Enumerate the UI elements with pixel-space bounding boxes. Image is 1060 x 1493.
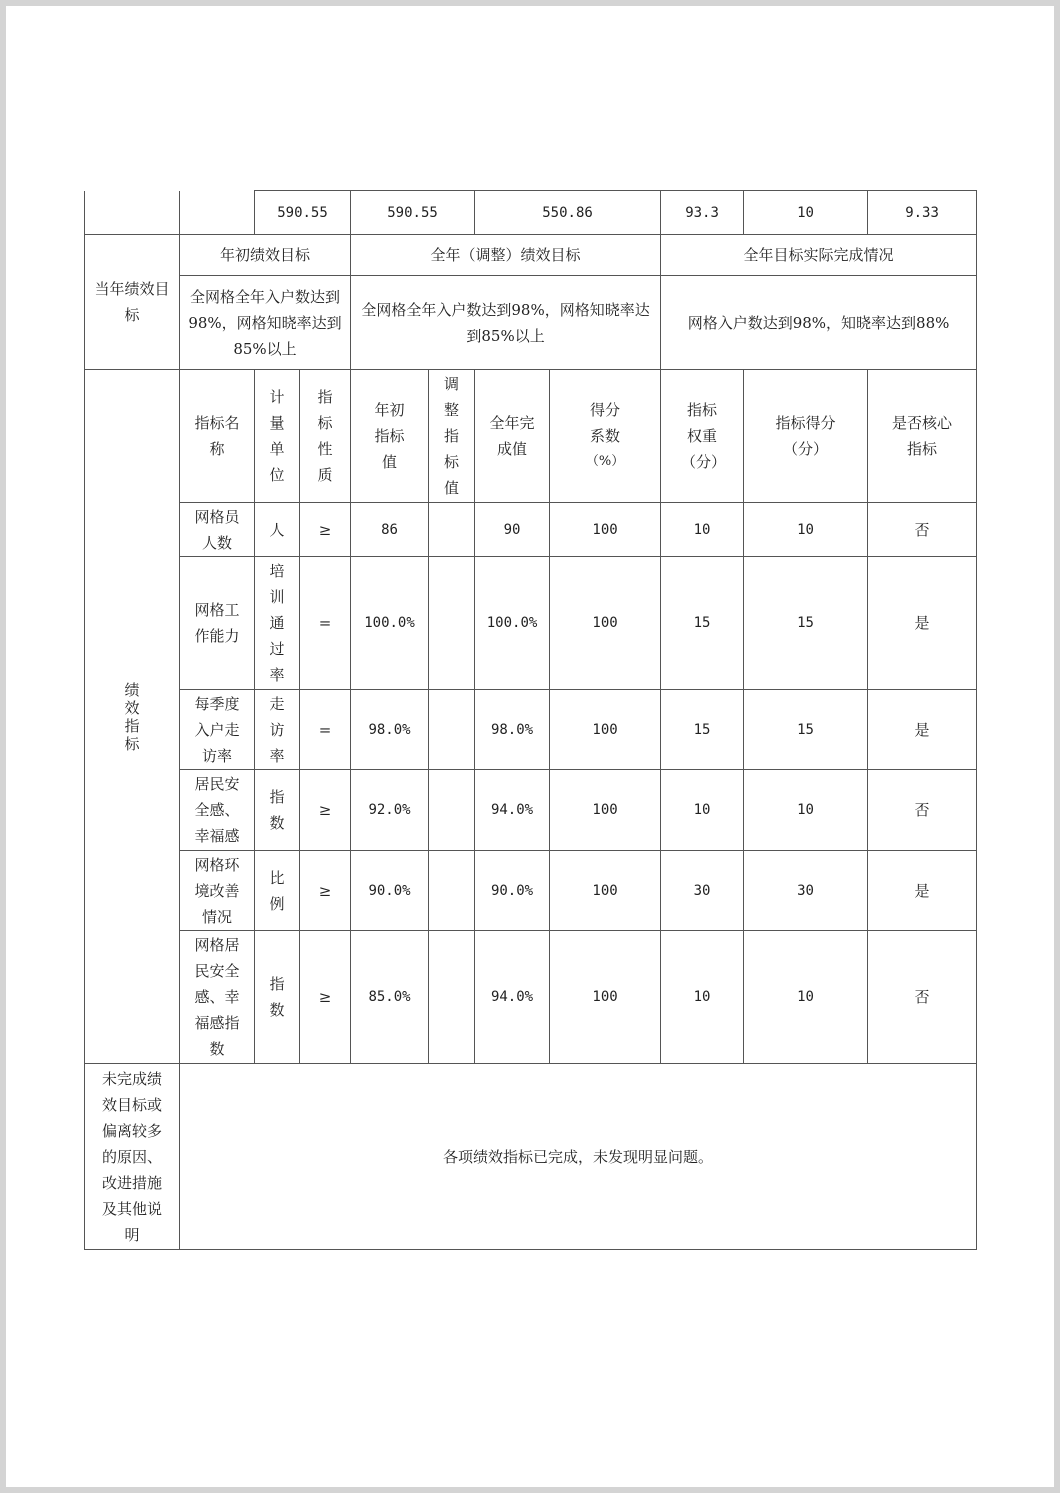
table-row bbox=[85, 851, 977, 931]
col-header-initial: 年初指标值 bbox=[351, 370, 429, 503]
table-row bbox=[85, 931, 977, 1064]
col-header-coefficient bbox=[550, 370, 661, 503]
budget-blank-cell bbox=[85, 191, 180, 235]
indicator-score: 15 bbox=[744, 690, 868, 770]
col-header-name: 指标名称 bbox=[180, 370, 255, 503]
goal-header-actual: 全年目标实际完成情况 bbox=[661, 235, 977, 276]
budget-executed: 550.86 bbox=[475, 191, 661, 235]
indicator-actual: 90.0% bbox=[475, 851, 550, 931]
indicator-score: 10 bbox=[744, 931, 868, 1064]
col-header-core: 是否核心指标 bbox=[868, 370, 977, 503]
indicator-initial: 100.0% bbox=[351, 557, 429, 690]
indicator-unit: 走访率 bbox=[255, 690, 300, 770]
goal-adjusted-text: 全网格全年入户数达到98%，网格知晓率达到85%以上 bbox=[351, 276, 661, 370]
budget-execution-rate: 93.3 bbox=[661, 191, 744, 235]
indicator-name: 每季度入户走访率 bbox=[180, 690, 255, 770]
indicator-adjusted bbox=[429, 770, 475, 851]
table-row bbox=[85, 557, 977, 690]
indicator-coefficient: 100 bbox=[550, 770, 661, 851]
indicator-header-row bbox=[85, 370, 977, 503]
indicator-adjusted bbox=[429, 690, 475, 770]
budget-blank-cell bbox=[180, 191, 255, 235]
col-header-unit: 计量单位 bbox=[255, 370, 300, 503]
indicator-initial: 90.0% bbox=[351, 851, 429, 931]
budget-annual-adjusted: 590.55 bbox=[351, 191, 475, 235]
budget-row bbox=[85, 191, 977, 235]
indicator-nature: = bbox=[300, 557, 351, 690]
indicator-core: 否 bbox=[868, 503, 977, 557]
col-header-score: 指标得分（分） bbox=[744, 370, 868, 503]
indicator-weight: 15 bbox=[661, 690, 744, 770]
indicator-actual: 94.0% bbox=[475, 770, 550, 851]
notes-text: 各项绩效指标已完成，未发现明显问题。 bbox=[180, 1064, 977, 1250]
indicator-name: 居民安全感、幸福感 bbox=[180, 770, 255, 851]
indicator-name: 网格工作能力 bbox=[180, 557, 255, 690]
table-row bbox=[85, 690, 977, 770]
indicator-adjusted bbox=[429, 557, 475, 690]
indicator-unit: 培训通过率 bbox=[255, 557, 300, 690]
indicator-core: 否 bbox=[868, 770, 977, 851]
indicator-adjusted bbox=[429, 503, 475, 557]
table-row bbox=[85, 770, 977, 851]
indicator-actual: 94.0% bbox=[475, 931, 550, 1064]
col-header-nature: 指标性质 bbox=[300, 370, 351, 503]
indicator-initial: 98.0% bbox=[351, 690, 429, 770]
col-header-weight: 指标权重（分） bbox=[661, 370, 744, 503]
indicator-actual: 90 bbox=[475, 503, 550, 557]
budget-annual-initial: 590.55 bbox=[255, 191, 351, 235]
indicator-actual: 100.0% bbox=[475, 557, 550, 690]
indicator-score: 10 bbox=[744, 503, 868, 557]
indicator-weight: 10 bbox=[661, 931, 744, 1064]
notes-row bbox=[85, 1064, 977, 1250]
col-header-coefficient-label: 得分系数 bbox=[590, 401, 621, 445]
notes-label: 未完成绩效目标或偏离较多的原因、改进措施及其他说明 bbox=[85, 1064, 180, 1250]
indicator-nature: ≥ bbox=[300, 503, 351, 557]
indicator-adjusted bbox=[429, 851, 475, 931]
indicator-score: 15 bbox=[744, 557, 868, 690]
indicator-score: 30 bbox=[744, 851, 868, 931]
indicators-label-text: 绩效指标 bbox=[124, 680, 140, 753]
col-header-actual: 全年完成值 bbox=[475, 370, 550, 503]
budget-weight: 10 bbox=[744, 191, 868, 235]
indicator-coefficient: 100 bbox=[550, 557, 661, 690]
indicator-unit: 比例 bbox=[255, 851, 300, 931]
indicator-name: 网格员人数 bbox=[180, 503, 255, 557]
goal-header-adjusted: 全年（调整）绩效目标 bbox=[351, 235, 661, 276]
indicator-name: 网格居民安全感、幸福感指数 bbox=[180, 931, 255, 1064]
indicator-adjusted bbox=[429, 931, 475, 1064]
goal-actual-text: 网格入户数达到98%，知晓率达到88% bbox=[661, 276, 977, 370]
goals-value-row bbox=[85, 276, 977, 370]
indicator-name: 网格环境改善情况 bbox=[180, 851, 255, 931]
indicator-coefficient: 100 bbox=[550, 851, 661, 931]
indicator-weight: 10 bbox=[661, 770, 744, 851]
indicator-core: 否 bbox=[868, 931, 977, 1064]
indicator-core: 是 bbox=[868, 690, 977, 770]
indicator-unit: 人 bbox=[255, 503, 300, 557]
indicator-weight: 30 bbox=[661, 851, 744, 931]
performance-table bbox=[84, 190, 977, 1250]
indicator-initial: 92.0% bbox=[351, 770, 429, 851]
indicators-label bbox=[85, 370, 180, 1064]
goals-label: 当年绩效目标 bbox=[85, 235, 180, 370]
indicator-coefficient: 100 bbox=[550, 503, 661, 557]
table-row bbox=[85, 503, 977, 557]
col-header-coefficient-unit: （%） bbox=[585, 454, 625, 469]
indicator-coefficient: 100 bbox=[550, 690, 661, 770]
indicator-unit: 指数 bbox=[255, 770, 300, 851]
col-header-adjusted: 调整指标值 bbox=[429, 370, 475, 503]
indicator-nature: ≥ bbox=[300, 770, 351, 851]
indicator-nature: ≥ bbox=[300, 851, 351, 931]
indicator-core: 是 bbox=[868, 851, 977, 931]
indicator-score: 10 bbox=[744, 770, 868, 851]
budget-score: 9.33 bbox=[868, 191, 977, 235]
goals-header-row bbox=[85, 235, 977, 276]
indicator-actual: 98.0% bbox=[475, 690, 550, 770]
indicator-nature: ≥ bbox=[300, 931, 351, 1064]
goal-initial-text: 全网格全年入户数达到98%，网格知晓率达到85%以上 bbox=[180, 276, 351, 370]
indicator-unit: 指数 bbox=[255, 931, 300, 1064]
indicator-initial: 85.0% bbox=[351, 931, 429, 1064]
goal-header-initial: 年初绩效目标 bbox=[180, 235, 351, 276]
indicator-weight: 10 bbox=[661, 503, 744, 557]
indicator-nature: = bbox=[300, 690, 351, 770]
indicator-core: 是 bbox=[868, 557, 977, 690]
indicator-weight: 15 bbox=[661, 557, 744, 690]
indicator-coefficient: 100 bbox=[550, 931, 661, 1064]
indicator-initial: 86 bbox=[351, 503, 429, 557]
